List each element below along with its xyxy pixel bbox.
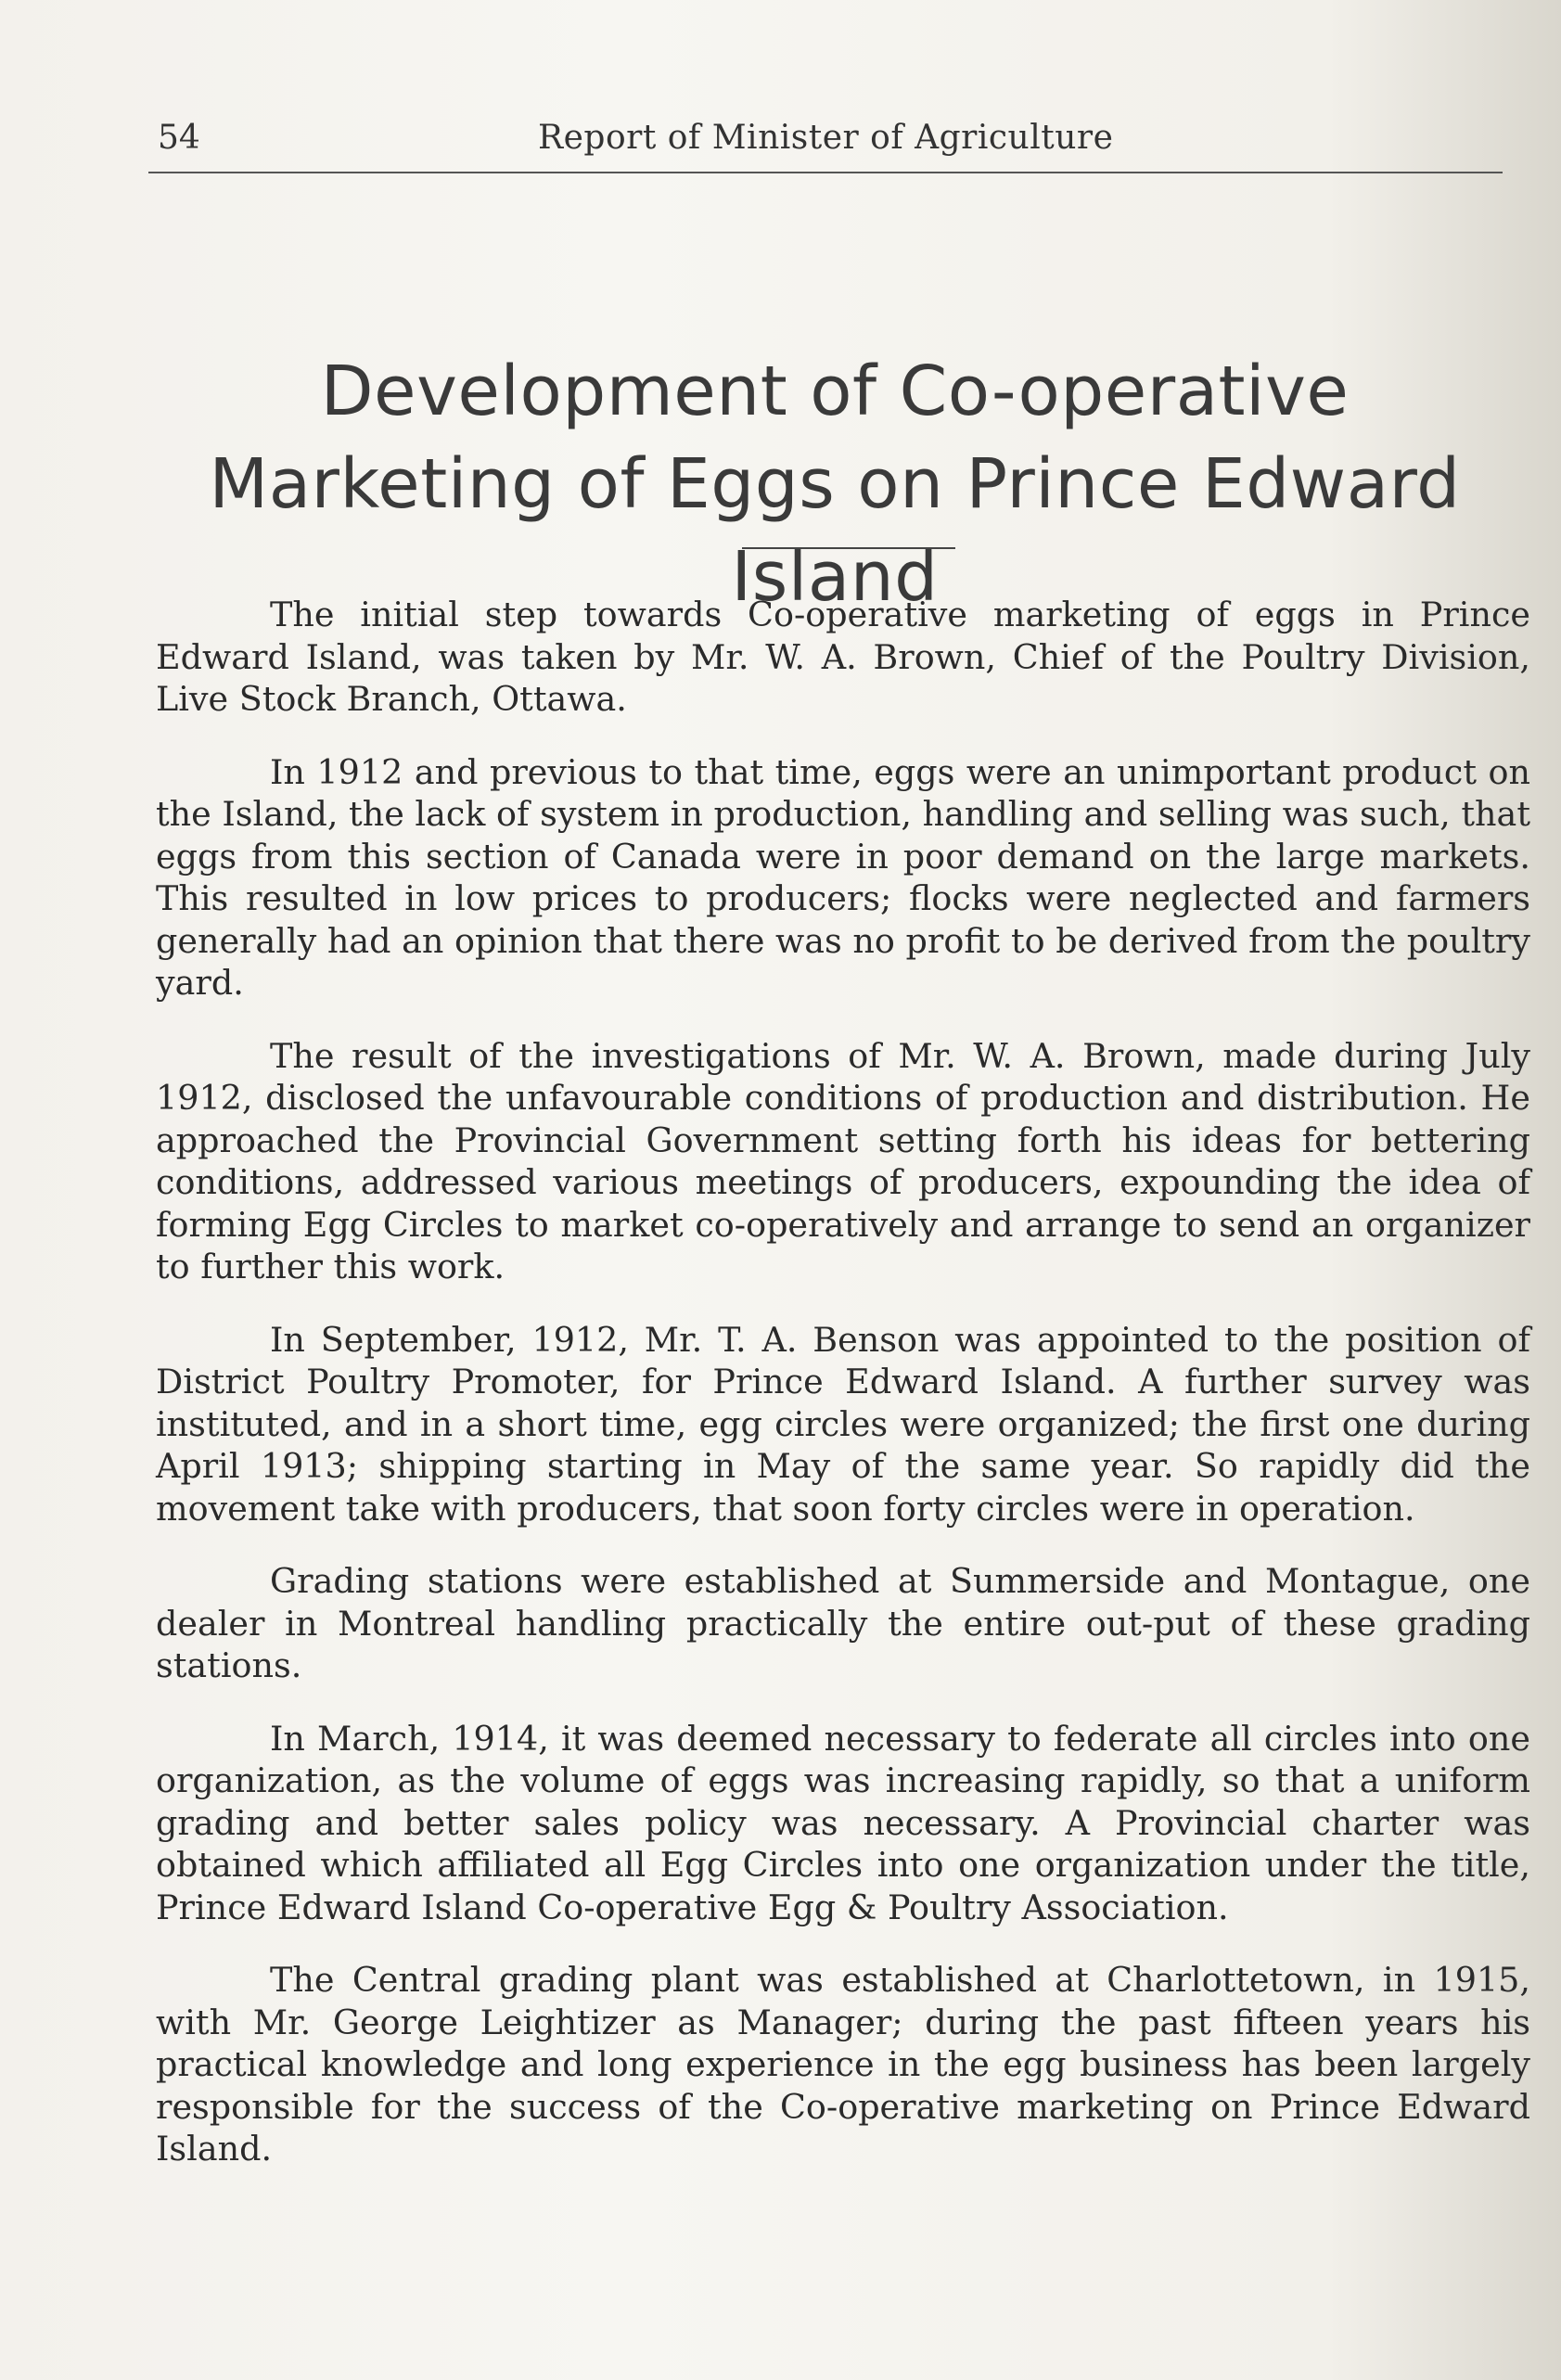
paragraph-5: Grading stations were established at Summerside and Montague, one dealer in Montreal handling practically the entire out-put of these grading stations. [156, 1561, 1530, 1685]
running-title: Report of Minister of Agriculture [538, 119, 1114, 157]
paragraph-1: The initial step towards Co-operative marketing of eggs in Prince Edward Island, was taken by Mr. W. A. Brown, Chief of the Poultry Division, Live Stock Branch, Ottawa. [156, 595, 1530, 719]
paragraph-7: The Central grading plant was established at Charlottetown, in 1915, with Mr. George Leightizer as Manager; during the past fifteen years his practical knowledge and long experience in the egg business has been largely responsible for the success of the Co-operative marketing on Prince Edward Island. [156, 1960, 1530, 2169]
title-rule [742, 547, 955, 549]
paragraph-6: In March, 1914, it was deemed necessary to federate all circles into one organization, as the volume of eggs was increasing rapidly, so that a uniform grading and better sales policy was necessary. A Provincial charter was obtained which affiliated all Egg Circles into one organization under the title, Prince Edward Island Co-operative Egg & Poultry Association. [156, 1718, 1530, 1927]
paragraph-3: The result of the investigations of Mr. W. A. Brown, made during July 1912, disclosed the unfavourable conditions of production and distribution. He approached the Provincial Government setting forth his ideas for bettering conditions, addressed various meetings of producers, expounding the idea of forming Egg Circles to market co-operatively and arrange to send an organizer to further this work. [156, 1035, 1530, 1286]
paragraph-2: In 1912 and previous to that time, eggs were an unimportant product on the Island, the lack of system in production, handling and selling was such, that eggs from this section of Canada were in poor demand on the large markets. This resulted in low prices to producers; flocks were neglected and farmers generally had an opinion that there was no profit to be derived from the poultry yard. [156, 751, 1530, 1003]
page-number: 54 [158, 119, 200, 157]
article-body [156, 594, 1530, 2201]
running-head [158, 119, 1503, 165]
header-rule [148, 172, 1503, 173]
paragraph-4: In September, 1912, Mr. T. A. Benson was appointed to the position of District Poultry Promoter, for Prince Edward Island. A further survey was instituted, and in a short time, egg circles were organized; the first one during April 1913; shipping starting in May of the same year. So rapidly did the movement take with producers, that soon forty circles were in operation. [156, 1319, 1530, 1529]
article-title: Development of Co-operative Marketing of Eggs on Prince Edward Island [209, 352, 1461, 617]
